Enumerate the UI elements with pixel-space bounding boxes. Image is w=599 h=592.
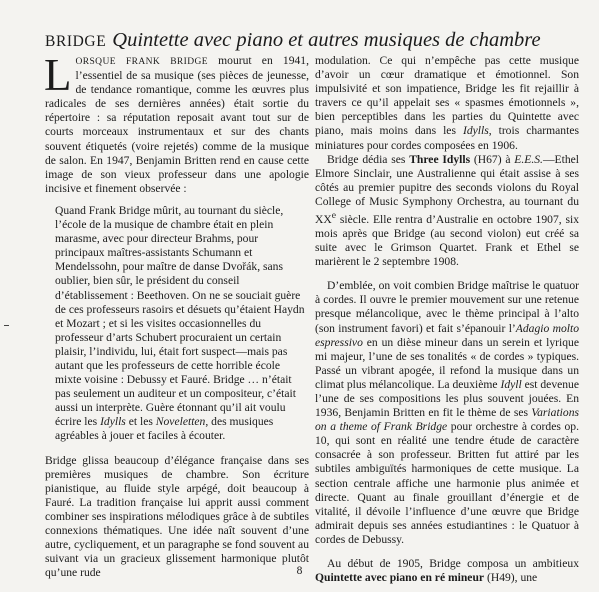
quote-text-3: , des musiques agréables à jouer et faciles à écouter. [55, 415, 274, 443]
p3-italic-variations: Variations on a theme of Frank Bridge [315, 406, 579, 434]
p3-text-1: D’emblée, on voit combien Bridge maîtrise le quatuor à cordes. Il ouvre le premier mouvement sur une retenue presque mélancolique, avec le thème principal à l’alto (son instrument favori) et fait s’épanouir l’ [315, 279, 579, 335]
p3-italic-adagio: Adagio molto espressivo [315, 321, 579, 349]
margin-tick-mark [4, 325, 9, 326]
p1-text-2: , trois charmantes miniatures pour cordes composées en 1906. [315, 124, 579, 152]
p4-bold-title: Quintette avec piano en ré mineur [315, 571, 485, 585]
paragraph-three-idylls [315, 153, 579, 270]
drop-cap: L [44, 50, 72, 100]
paragraph-modulation [315, 54, 579, 153]
intro-paragraph [44, 50, 309, 196]
composer-name: BRIDGE [45, 33, 107, 50]
page-heading [45, 28, 585, 54]
paragraph-french-elegance: Bridge glissa beaucoup d’élégance française dans ses premières musiques de chambre. Son écriture pianistique, au fluide style arpégé, doit beaucoup à Fauré. La tradition française lui apprit aussi comment combiner ses inspirations mélodiques grâce à de subtiles connexions thématiques. Une idée naît souvent d’une autre, cycliquement, et un paragraphe se fond souvent au suivant via un gracieux glissement harmonique plutôt qu’une rude [45, 453, 309, 580]
page-number: 8 [296, 565, 303, 577]
p2-superscript: e [331, 210, 337, 222]
p2-italic-dedication: E.E.S. [514, 152, 543, 166]
p2-text-1: Bridge dédia ses [327, 152, 410, 166]
p3-text-3: est devenue l’une de ses compositions les plus souvent jouées. En 1936, Benjamin Britten en fit le thème de ses [315, 377, 580, 420]
intro-text: mourut en 1941, l’essentiel de sa musique (ses pièces de jeunesse, de tendance romantique, comme les œuvres plus radicales de ses dernières années) était sortie du répertoire : sa réputation reposait avant tout sur de courts morceaux instrumentaux et sur des chants souvent étiquetés (voire rejetés) comme de la musique de salon. En 1947, Benjamin Britten rend en cause cette image de son vieux professeur dans une apologie incisive et finement observée : [45, 54, 309, 195]
britten-quote [55, 204, 309, 444]
p4-text-2: (H49), une [484, 571, 538, 585]
p2-text-2: (H67) à [470, 152, 515, 166]
quote-text-2: et les [125, 415, 156, 429]
quote-text-1: Quand Frank Bridge mûrit, au tournant du siècle, l’école de la musique de chambre était en plein marasme, avec pour directeur Brahms, pour principaux maîtres-assistants Schumann et Mendelssohn, pour maître de danse Dvořák, sans oublier, bien sûr, le président du conseil d’établissement : Beethoven. On ne se souciait guère de ces professeurs rasoirs et désuets qu’étaient Haydn et Mozart ; et si les visites occasionnelles du professeur d’arts Schubert procuraient un certain plaisir, l’individu, lui, était fort suspect—mais pas autant que les professeurs de cette horrible école mixte voisine : Debussy et Fauré. Bridge … n’était pas seulement un auditeur et un compositeur, c’était aussi un interprète. Guère étonnant qu’il ait voulu écrire les [55, 203, 305, 429]
p3-text-2: en un dièse mineur dans un serein et lyrique mi majeur, l’une de ses tonalités « de cordes » typiques. Passé un vibrant apogée, il refond la musique dans un climat plus mélancolique. La deuxième [315, 335, 579, 391]
p3-italic-idyll: Idyll [500, 377, 522, 391]
p3-text-4: pour orchestre à cordes op. 10, qui sont en réalité une tendre étude de caractère consacrée à son professeur. Britten fut attiré par les subtiles ambiguïtés harmoniques de cette musique. La section centrale affiche une harmonie plus animée et directe. Quant au finale grouillant d’énergie et de vitalité, il dévoile l’influence d’une œuvre que Bridge admirait depuis ses années estudiantines : le Quatuor à cordes de Debussy. [315, 420, 579, 546]
p2-text-3: —Ethel Elmore Sinclair, une Australienne qui était assise à ses côtés au premier pupitre des seconds violons du Royal College of Music Symphony Orchestra, au tournant du XX [315, 152, 579, 226]
p2-text-4: siècle. Elle rentra d’Australie en octobre 1907, six mois après que Bridge (au second violon) eut créé sa suite avec le Grimson Quartet. Frank et Ethel se marièrent le 2 septembre 1908. [315, 212, 579, 269]
quote-italic-noveletten: Noveletten [155, 415, 206, 429]
paragraph-quartet [315, 279, 579, 547]
right-column [315, 54, 579, 585]
work-title: Quintette avec piano et autres musiques de chambre [112, 29, 541, 51]
p4-text-1: Au début de 1905, Bridge composa un ambitieux [327, 557, 579, 571]
intro-small-caps: ORSQUE FRANK BRIDGE [75, 57, 208, 67]
p1-italic-idylls: Idylls [462, 124, 489, 138]
quote-italic-idylls: Idylls [100, 415, 126, 429]
p2-bold-title: Three Idylls [409, 152, 471, 166]
left-column [44, 50, 309, 580]
p1-text-1: modulation. Ce qui n’empêche pas cette musique d’avoir un cœur dramatique et émotionnel. Son impulsivité et son impatience, Bridge les fit rejaillir à travers ce qu’il appelait ses « spasmes émotionnels », bien perceptibles dans les parties du Quintette avec piano, mais moins dans les [315, 54, 579, 138]
